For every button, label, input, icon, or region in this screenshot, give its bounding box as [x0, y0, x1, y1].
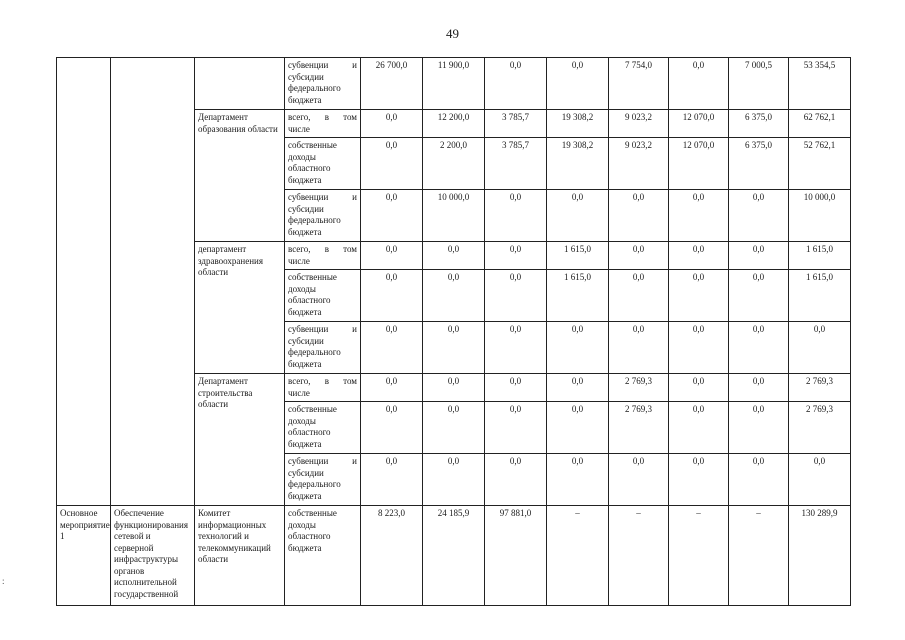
- funding-source: собственные доходы областного бюджета: [285, 138, 361, 190]
- value-cell: –: [547, 506, 609, 606]
- funding-source: собственные доходы областного бюджета: [285, 402, 361, 454]
- executor-cell: Департамент образования области: [195, 110, 285, 242]
- value-cell: 0,0: [361, 402, 423, 454]
- value-cell: 0,0: [485, 242, 547, 270]
- value-cell: 0,0: [547, 454, 609, 506]
- value-cell: 0,0: [729, 270, 789, 322]
- value-cell: 0,0: [609, 454, 669, 506]
- value-cell: 0,0: [609, 190, 669, 242]
- value-cell: 0,0: [485, 270, 547, 322]
- value-cell: 0,0: [423, 402, 485, 454]
- executor-cell: департамент здравоохранения области: [195, 242, 285, 374]
- value-cell: 12 070,0: [669, 138, 729, 190]
- funding-source: всего, в том числе: [285, 242, 361, 270]
- funding-source: собственные доходы областного бюджета: [285, 506, 361, 606]
- value-cell: 0,0: [547, 58, 609, 110]
- value-cell: 0,0: [423, 454, 485, 506]
- value-cell: 1 615,0: [547, 270, 609, 322]
- value-cell: 19 308,2: [547, 138, 609, 190]
- value-cell: 0,0: [485, 374, 547, 402]
- value-total: 52 762,1: [789, 138, 851, 190]
- value-cell: 0,0: [423, 374, 485, 402]
- value-cell: 9 023,2: [609, 138, 669, 190]
- value-cell: 11 900,0: [423, 58, 485, 110]
- value-cell: 9 023,2: [609, 110, 669, 138]
- value-cell: 0,0: [485, 190, 547, 242]
- value-cell: 0,0: [729, 242, 789, 270]
- value-cell: 0,0: [729, 374, 789, 402]
- status-cell: [57, 58, 111, 506]
- executor-cell: [195, 58, 285, 110]
- value-cell: 0,0: [547, 374, 609, 402]
- value-total: 0,0: [789, 454, 851, 506]
- value-cell: 0,0: [669, 374, 729, 402]
- value-cell: 0,0: [361, 110, 423, 138]
- value-cell: 0,0: [361, 374, 423, 402]
- value-cell: 3 785,7: [485, 110, 547, 138]
- value-cell: 2 769,3: [609, 402, 669, 454]
- value-cell: 0,0: [729, 322, 789, 374]
- value-cell: 3 785,7: [485, 138, 547, 190]
- value-total: 1 615,0: [789, 270, 851, 322]
- value-cell: 0,0: [485, 454, 547, 506]
- value-cell: 0,0: [729, 402, 789, 454]
- value-cell: 0,0: [669, 454, 729, 506]
- value-cell: 0,0: [669, 190, 729, 242]
- value-total: 0,0: [789, 322, 851, 374]
- value-total: 1 615,0: [789, 242, 851, 270]
- value-cell: 0,0: [547, 190, 609, 242]
- executor-cell: Комитет информационных технологий и телекоммуникаций области: [195, 506, 285, 606]
- value-cell: 0,0: [609, 242, 669, 270]
- funding-source: собственные доходы областного бюджета: [285, 270, 361, 322]
- value-cell: 2 200,0: [423, 138, 485, 190]
- value-cell: 0,0: [669, 242, 729, 270]
- value-cell: 26 700,0: [361, 58, 423, 110]
- value-total: 2 769,3: [789, 402, 851, 454]
- value-total: 130 289,9: [789, 506, 851, 606]
- funding-source: субвенции и субсидии федерального бюджета: [285, 454, 361, 506]
- value-cell: 2 769,3: [609, 374, 669, 402]
- value-cell: 0,0: [361, 270, 423, 322]
- value-cell: 0,0: [669, 270, 729, 322]
- value-cell: 10 000,0: [423, 190, 485, 242]
- funding-source: субвенции и субсидии федерального бюджета: [285, 58, 361, 110]
- activity-name-cell: Обеспечение функционирования сетевой и серверной инфраструктуры органов исполнительной государственной: [111, 506, 195, 606]
- value-cell: 97 881,0: [485, 506, 547, 606]
- value-cell: 0,0: [609, 322, 669, 374]
- value-total: 53 354,5: [789, 58, 851, 110]
- value-cell: 0,0: [361, 190, 423, 242]
- value-cell: 0,0: [485, 402, 547, 454]
- value-cell: 24 185,9: [423, 506, 485, 606]
- value-cell: 0,0: [547, 402, 609, 454]
- value-cell: 8 223,0: [361, 506, 423, 606]
- margin-mark: :: [2, 576, 5, 586]
- value-cell: 0,0: [729, 454, 789, 506]
- value-cell: 0,0: [485, 58, 547, 110]
- value-cell: –: [729, 506, 789, 606]
- funding-source: субвенции и субсидии федерального бюджета: [285, 322, 361, 374]
- value-cell: 0,0: [609, 270, 669, 322]
- table-row: [57, 58, 851, 110]
- value-cell: 0,0: [729, 190, 789, 242]
- value-cell: 0,0: [423, 242, 485, 270]
- value-cell: 0,0: [361, 138, 423, 190]
- value-total: 2 769,3: [789, 374, 851, 402]
- value-cell: 0,0: [361, 242, 423, 270]
- value-total: 10 000,0: [789, 190, 851, 242]
- value-cell: 0,0: [361, 454, 423, 506]
- value-cell: 19 308,2: [547, 110, 609, 138]
- status-cell: Основное мероприятие 1: [57, 506, 111, 606]
- funding-source: всего, в том числе: [285, 374, 361, 402]
- value-cell: 0,0: [669, 402, 729, 454]
- value-cell: 6 375,0: [729, 138, 789, 190]
- value-cell: 0,0: [669, 58, 729, 110]
- value-cell: 0,0: [361, 322, 423, 374]
- table-row: [57, 506, 851, 606]
- page-number: 49: [446, 26, 459, 41]
- funding-source: субвенции и субсидии федерального бюджета: [285, 190, 361, 242]
- value-cell: 0,0: [485, 322, 547, 374]
- budget-table: [56, 57, 851, 606]
- value-cell: 0,0: [423, 270, 485, 322]
- funding-source: всего, в том числе: [285, 110, 361, 138]
- value-cell: 0,0: [547, 322, 609, 374]
- value-cell: 12 200,0: [423, 110, 485, 138]
- value-cell: 1 615,0: [547, 242, 609, 270]
- value-cell: 7 754,0: [609, 58, 669, 110]
- activity-name-cell: [111, 58, 195, 506]
- value-cell: 0,0: [669, 322, 729, 374]
- value-cell: 12 070,0: [669, 110, 729, 138]
- value-total: 62 762,1: [789, 110, 851, 138]
- value-cell: 7 000,5: [729, 58, 789, 110]
- value-cell: 6 375,0: [729, 110, 789, 138]
- value-cell: –: [609, 506, 669, 606]
- executor-cell: Департамент строительства области: [195, 374, 285, 506]
- value-cell: –: [669, 506, 729, 606]
- value-cell: 0,0: [423, 322, 485, 374]
